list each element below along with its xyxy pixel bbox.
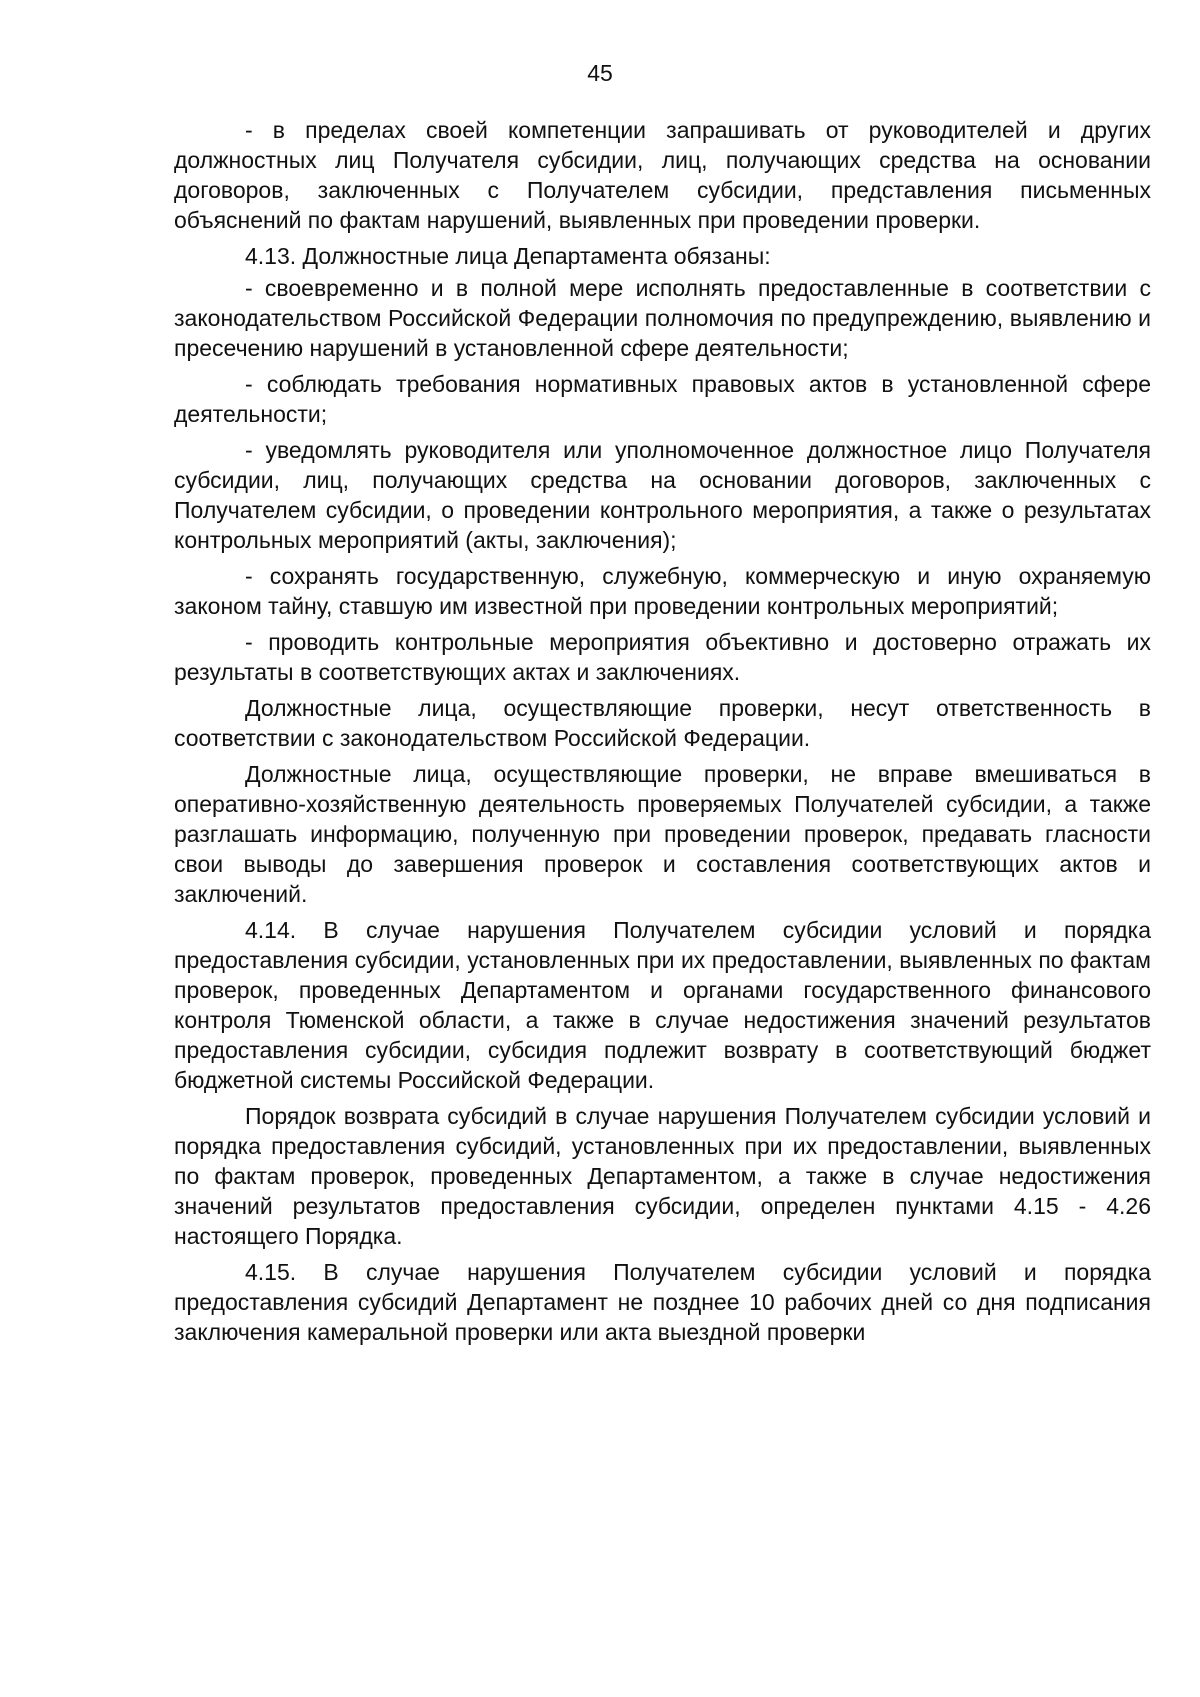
- paragraph-4-15-violation: 4.15. В случае нарушения Получателем субсидии условий и порядка предоставления субсидий Департамент не позднее 10 рабочих дней со дня подписания заключения камеральной проверки или акта выездной проверки: [174, 1259, 1151, 1345]
- paragraph-no-interference: Должностные лица, осуществляющие проверки, не вправе вмешиваться в оперативно-хозяйственную деятельность проверяемых Получателей субсидии, а также разглашать информацию, полученную при проведении проверок, предавать гласности свои выводы до завершения проверок и составления соответствующих актов и заключений.: [174, 761, 1151, 907]
- paragraph-conduct-objectively: - проводить контрольные мероприятия объективно и достоверно отражать их результаты в соответствующих актах и заключениях.: [174, 629, 1151, 685]
- paragraph-4-14-refund: 4.14. В случае нарушения Получателем субсидии условий и порядка предоставления субсидии, установленных при их предоставлении, выявленных по фактам проверок, проведенных Департаментом и органами государственного финансового контроля Тюменской области, а также в случае недостижения значений результатов предоставления субсидии, субсидия подлежит возврату в соответствующий бюджет бюджетной системы Российской Федерации.: [174, 917, 1151, 1093]
- paragraph-keep-secrets: - сохранять государственную, служебную, коммерческую и иную охраняемую законом тайну, ставшую им известной при проведении контрольных мероприятий;: [174, 563, 1151, 619]
- paragraph-exercise-powers: - своевременно и в полной мере исполнять предоставленные в соответствии с законодательством Российской Федерации полномочия по предупреждению, выявлению и пресечению нарушений в установленной сфере деятельности;: [174, 275, 1151, 361]
- paragraph-notify-recipient: - уведомлять руководителя или уполномоченное должностное лицо Получателя субсидии, лиц, получающих средства на основании договоров, заключенных с Получателем субсидии, о проведении контрольного мероприятия, а также о результатах контрольных мероприятий (акты, заключения);: [174, 437, 1151, 553]
- paragraph-request-explanations: - в пределах своей компетенции запрашивать от руководителей и других должностных лиц Получателя субсидии, лиц, получающих средства на основании договоров, заключенных с Получателем субсидии, представления письменных объяснений по фактам нарушений, выявленных при проведении проверки.: [174, 117, 1151, 233]
- document-body: [174, 115, 1151, 1353]
- page-number: 45: [587, 60, 613, 86]
- paragraph-4-13-heading: 4.13. Должностные лица Департамента обязаны:: [245, 243, 771, 269]
- paragraph-comply-requirements: - соблюдать требования нормативных правовых актов в установленной сфере деятельности;: [174, 371, 1151, 427]
- paragraph-refund-procedure: Порядок возврата субсидий в случае нарушения Получателем субсидии условий и порядка предоставления субсидий, установленных при их предоставлении, выявленных по фактам проверок, проведенных Департаментом, а также в случае недостижения значений результатов предоставления субсидии, определен пунктами 4.15 - 4.26 настоящего Порядка.: [174, 1103, 1151, 1249]
- paragraph-responsibility: Должностные лица, осуществляющие проверки, несут ответственность в соответствии с законодательством Российской Федерации.: [174, 695, 1151, 751]
